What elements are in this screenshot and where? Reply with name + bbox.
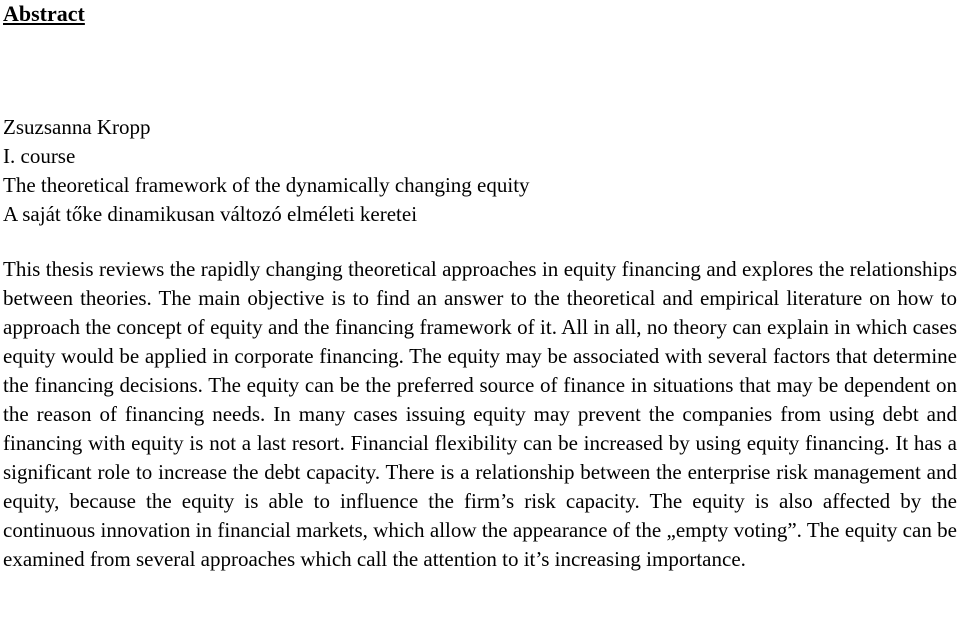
document-meta bbox=[3, 113, 530, 229]
title-english: The theoretical framework of the dynamically changing equity bbox=[3, 173, 530, 197]
author-name: Zsuzsanna Kropp bbox=[3, 115, 151, 139]
abstract-heading: Abstract bbox=[3, 1, 85, 26]
title-hungarian: A saját tőke dinamikusan változó elméleti keretei bbox=[3, 202, 418, 226]
abstract-body: This thesis reviews the rapidly changing theoretical approaches in equity financing and explores the relationships between theories. The main objective is to find an answer to the theoretical and empirical literature on how to approach the concept of equity and the financing framework of it. All in all, no theory can explain in which cases equity would be applied in corporate financing. The equity may be associated with several factors that determine the financing decisions. The equity can be the preferred source of finance in situations that may be dependent on the reason of financing needs. In many cases issuing equity may prevent the companies from using debt and financing with equity is not a last resort. Financial flexibility can be increased by using equity financing. It has a significant role to increase the debt capacity. There is a relationship between the enterprise risk management and equity, because the equity is able to influence the firm’s risk capacity. The equity is also affected by the continuous innovation in financial markets, which allow the appearance of the „empty voting”. The equity can be examined from several approaches which call the attention to it’s increasing importance. bbox=[3, 257, 957, 571]
course-label: I. course bbox=[3, 144, 76, 168]
